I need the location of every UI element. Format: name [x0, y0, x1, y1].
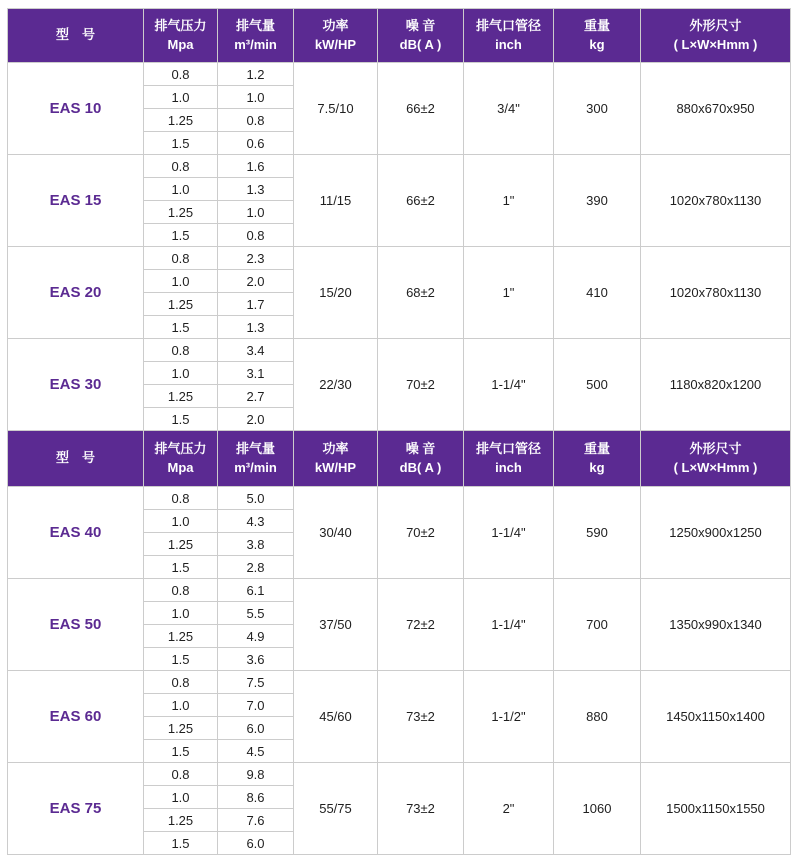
model-cell: EAS 40: [8, 487, 144, 579]
dimensions-cell: 1350x990x1340: [641, 579, 791, 671]
pressure-cell: 1.5: [144, 224, 218, 247]
column-header-displacement: [218, 9, 294, 63]
pressure-cell: 1.0: [144, 694, 218, 717]
pressure-cell: 1.25: [144, 809, 218, 832]
port-diameter-cell: 1-1/4": [464, 579, 554, 671]
port-diameter-cell: 1-1/2": [464, 671, 554, 763]
displacement-cell: 1.0: [218, 201, 294, 224]
pressure-cell: 1.0: [144, 270, 218, 293]
dimensions-cell: 1020x780x1130: [641, 247, 791, 339]
header-label-unit: ( L×W×Hmm ): [673, 459, 758, 475]
displacement-cell: 2.8: [218, 556, 294, 579]
pressure-cell: 1.0: [144, 510, 218, 533]
displacement-cell: 3.6: [218, 648, 294, 671]
pressure-cell: 1.25: [144, 201, 218, 224]
displacement-cell: 1.6: [218, 155, 294, 178]
pressure-cell: 1.0: [144, 786, 218, 809]
dimensions-cell: 880x670x950: [641, 63, 791, 155]
dimensions-cell: 1450x1150x1400: [641, 671, 791, 763]
header-label-cn: 排气压力: [154, 440, 207, 456]
header-label-cn: 外形尺寸: [689, 17, 742, 33]
displacement-cell: 9.8: [218, 763, 294, 786]
pressure-cell: 0.8: [144, 763, 218, 786]
displacement-cell: 7.6: [218, 809, 294, 832]
header-label-cn: 噪 音: [405, 440, 436, 456]
spec-row: [8, 155, 791, 178]
pressure-cell: 1.25: [144, 625, 218, 648]
pressure-cell: 1.25: [144, 717, 218, 740]
pressure-cell: 1.5: [144, 408, 218, 431]
pressure-cell: 0.8: [144, 487, 218, 510]
column-header-noise: [378, 431, 464, 487]
column-header-noise: [378, 9, 464, 63]
pressure-cell: 1.25: [144, 385, 218, 408]
pressure-cell: 1.5: [144, 316, 218, 339]
displacement-cell: 6.1: [218, 579, 294, 602]
displacement-cell: 7.5: [218, 671, 294, 694]
pressure-cell: 1.0: [144, 362, 218, 385]
displacement-cell: 3.8: [218, 533, 294, 556]
noise-cell: 66±2: [378, 63, 464, 155]
displacement-cell: 1.0: [218, 86, 294, 109]
pressure-cell: 1.5: [144, 648, 218, 671]
spec-table-container: [7, 8, 790, 855]
column-header-power: [294, 9, 378, 63]
displacement-cell: 0.8: [218, 224, 294, 247]
header-label-cn: 排气口管径: [475, 17, 541, 33]
pressure-cell: 0.8: [144, 247, 218, 270]
column-header-power: [294, 431, 378, 487]
displacement-cell: 1.3: [218, 178, 294, 201]
header-label-unit: m³/min: [234, 459, 277, 475]
header-label-unit: dB( A ): [399, 459, 442, 475]
pressure-cell: 0.8: [144, 579, 218, 602]
power-cell: 15/20: [294, 247, 378, 339]
column-header-port: [464, 431, 554, 487]
column-header-pressure: [144, 431, 218, 487]
pressure-cell: 0.8: [144, 339, 218, 362]
power-cell: 55/75: [294, 763, 378, 855]
weight-cell: 880: [554, 671, 641, 763]
header-label-unit: kW/HP: [314, 36, 357, 52]
header-label-cn: 型 号: [55, 450, 95, 466]
noise-cell: 72±2: [378, 579, 464, 671]
weight-cell: 390: [554, 155, 641, 247]
power-cell: 22/30: [294, 339, 378, 431]
power-cell: 37/50: [294, 579, 378, 671]
header-label-cn: 噪 音: [405, 17, 436, 33]
header-label-unit: kg: [589, 459, 605, 475]
noise-cell: 73±2: [378, 763, 464, 855]
pressure-cell: 1.5: [144, 556, 218, 579]
port-diameter-cell: 1": [464, 247, 554, 339]
weight-cell: 590: [554, 487, 641, 579]
model-cell: EAS 50: [8, 579, 144, 671]
column-header-model: [8, 431, 144, 487]
power-cell: 45/60: [294, 671, 378, 763]
noise-cell: 66±2: [378, 155, 464, 247]
port-diameter-cell: 1": [464, 155, 554, 247]
header-label-cn: 排气口管径: [475, 440, 541, 456]
header-label-unit: Mpa: [167, 459, 194, 475]
spec-row: [8, 247, 791, 270]
header-label-cn: 重量: [583, 440, 610, 456]
pressure-cell: 1.0: [144, 86, 218, 109]
header-label-cn: 排气压力: [154, 17, 207, 33]
pressure-cell: 0.8: [144, 671, 218, 694]
dimensions-cell: 1250x900x1250: [641, 487, 791, 579]
displacement-cell: 2.7: [218, 385, 294, 408]
displacement-cell: 6.0: [218, 717, 294, 740]
header-label-unit: ( L×W×Hmm ): [673, 36, 758, 52]
header-label-cn: 重量: [583, 17, 610, 33]
header-label-cn: 功率: [322, 17, 349, 33]
displacement-cell: 1.2: [218, 63, 294, 86]
pressure-cell: 1.5: [144, 132, 218, 155]
header-row: [8, 9, 791, 63]
spec-row: [8, 671, 791, 694]
pressure-cell: 1.0: [144, 602, 218, 625]
column-header-model: [8, 9, 144, 63]
displacement-cell: 4.3: [218, 510, 294, 533]
model-cell: EAS 15: [8, 155, 144, 247]
header-label-unit: inch: [495, 459, 522, 475]
header-label-cn: 外形尺寸: [689, 440, 742, 456]
header-label-unit: dB( A ): [399, 36, 442, 52]
dimensions-cell: 1020x780x1130: [641, 155, 791, 247]
header-label-unit: inch: [495, 36, 522, 52]
displacement-cell: 2.3: [218, 247, 294, 270]
model-cell: EAS 60: [8, 671, 144, 763]
port-diameter-cell: 2": [464, 763, 554, 855]
displacement-cell: 3.1: [218, 362, 294, 385]
pressure-cell: 0.8: [144, 63, 218, 86]
noise-cell: 68±2: [378, 247, 464, 339]
spec-row: [8, 487, 791, 510]
power-cell: 11/15: [294, 155, 378, 247]
spec-row: [8, 579, 791, 602]
displacement-cell: 5.0: [218, 487, 294, 510]
spec-table: [7, 8, 791, 855]
pressure-cell: 1.25: [144, 293, 218, 316]
displacement-cell: 4.9: [218, 625, 294, 648]
displacement-cell: 3.4: [218, 339, 294, 362]
weight-cell: 410: [554, 247, 641, 339]
header-row: [8, 431, 791, 487]
column-header-displacement: [218, 431, 294, 487]
model-cell: EAS 20: [8, 247, 144, 339]
header-label-unit: Mpa: [167, 36, 194, 52]
spec-row: [8, 763, 791, 786]
pressure-cell: 1.5: [144, 832, 218, 855]
displacement-cell: 0.6: [218, 132, 294, 155]
dimensions-cell: 1180x820x1200: [641, 339, 791, 431]
displacement-cell: 2.0: [218, 270, 294, 293]
header-label-cn: 排气量: [235, 440, 275, 456]
displacement-cell: 0.8: [218, 109, 294, 132]
displacement-cell: 2.0: [218, 408, 294, 431]
column-header-dimensions: [641, 431, 791, 487]
header-label-cn: 功率: [322, 440, 349, 456]
power-cell: 7.5/10: [294, 63, 378, 155]
noise-cell: 73±2: [378, 671, 464, 763]
port-diameter-cell: 1-1/4": [464, 487, 554, 579]
pressure-cell: 0.8: [144, 155, 218, 178]
weight-cell: 500: [554, 339, 641, 431]
noise-cell: 70±2: [378, 339, 464, 431]
weight-cell: 300: [554, 63, 641, 155]
displacement-cell: 7.0: [218, 694, 294, 717]
displacement-cell: 6.0: [218, 832, 294, 855]
port-diameter-cell: 1-1/4": [464, 339, 554, 431]
pressure-cell: 1.5: [144, 740, 218, 763]
pressure-cell: 1.25: [144, 109, 218, 132]
column-header-dimensions: [641, 9, 791, 63]
weight-cell: 1060: [554, 763, 641, 855]
displacement-cell: 1.3: [218, 316, 294, 339]
displacement-cell: 5.5: [218, 602, 294, 625]
displacement-cell: 8.6: [218, 786, 294, 809]
model-cell: EAS 30: [8, 339, 144, 431]
header-label-unit: kg: [589, 36, 605, 52]
header-label-cn: 排气量: [235, 17, 275, 33]
port-diameter-cell: 3/4": [464, 63, 554, 155]
column-header-weight: [554, 431, 641, 487]
pressure-cell: 1.0: [144, 178, 218, 201]
weight-cell: 700: [554, 579, 641, 671]
header-label-unit: kW/HP: [314, 459, 357, 475]
displacement-cell: 4.5: [218, 740, 294, 763]
model-cell: EAS 10: [8, 63, 144, 155]
pressure-cell: 1.25: [144, 533, 218, 556]
column-header-port: [464, 9, 554, 63]
spec-row: [8, 63, 791, 86]
header-label-cn: 型 号: [55, 27, 95, 43]
power-cell: 30/40: [294, 487, 378, 579]
dimensions-cell: 1500x1150x1550: [641, 763, 791, 855]
header-label-unit: m³/min: [234, 36, 277, 52]
column-header-pressure: [144, 9, 218, 63]
column-header-weight: [554, 9, 641, 63]
model-cell: EAS 75: [8, 763, 144, 855]
spec-row: [8, 339, 791, 362]
noise-cell: 70±2: [378, 487, 464, 579]
displacement-cell: 1.7: [218, 293, 294, 316]
